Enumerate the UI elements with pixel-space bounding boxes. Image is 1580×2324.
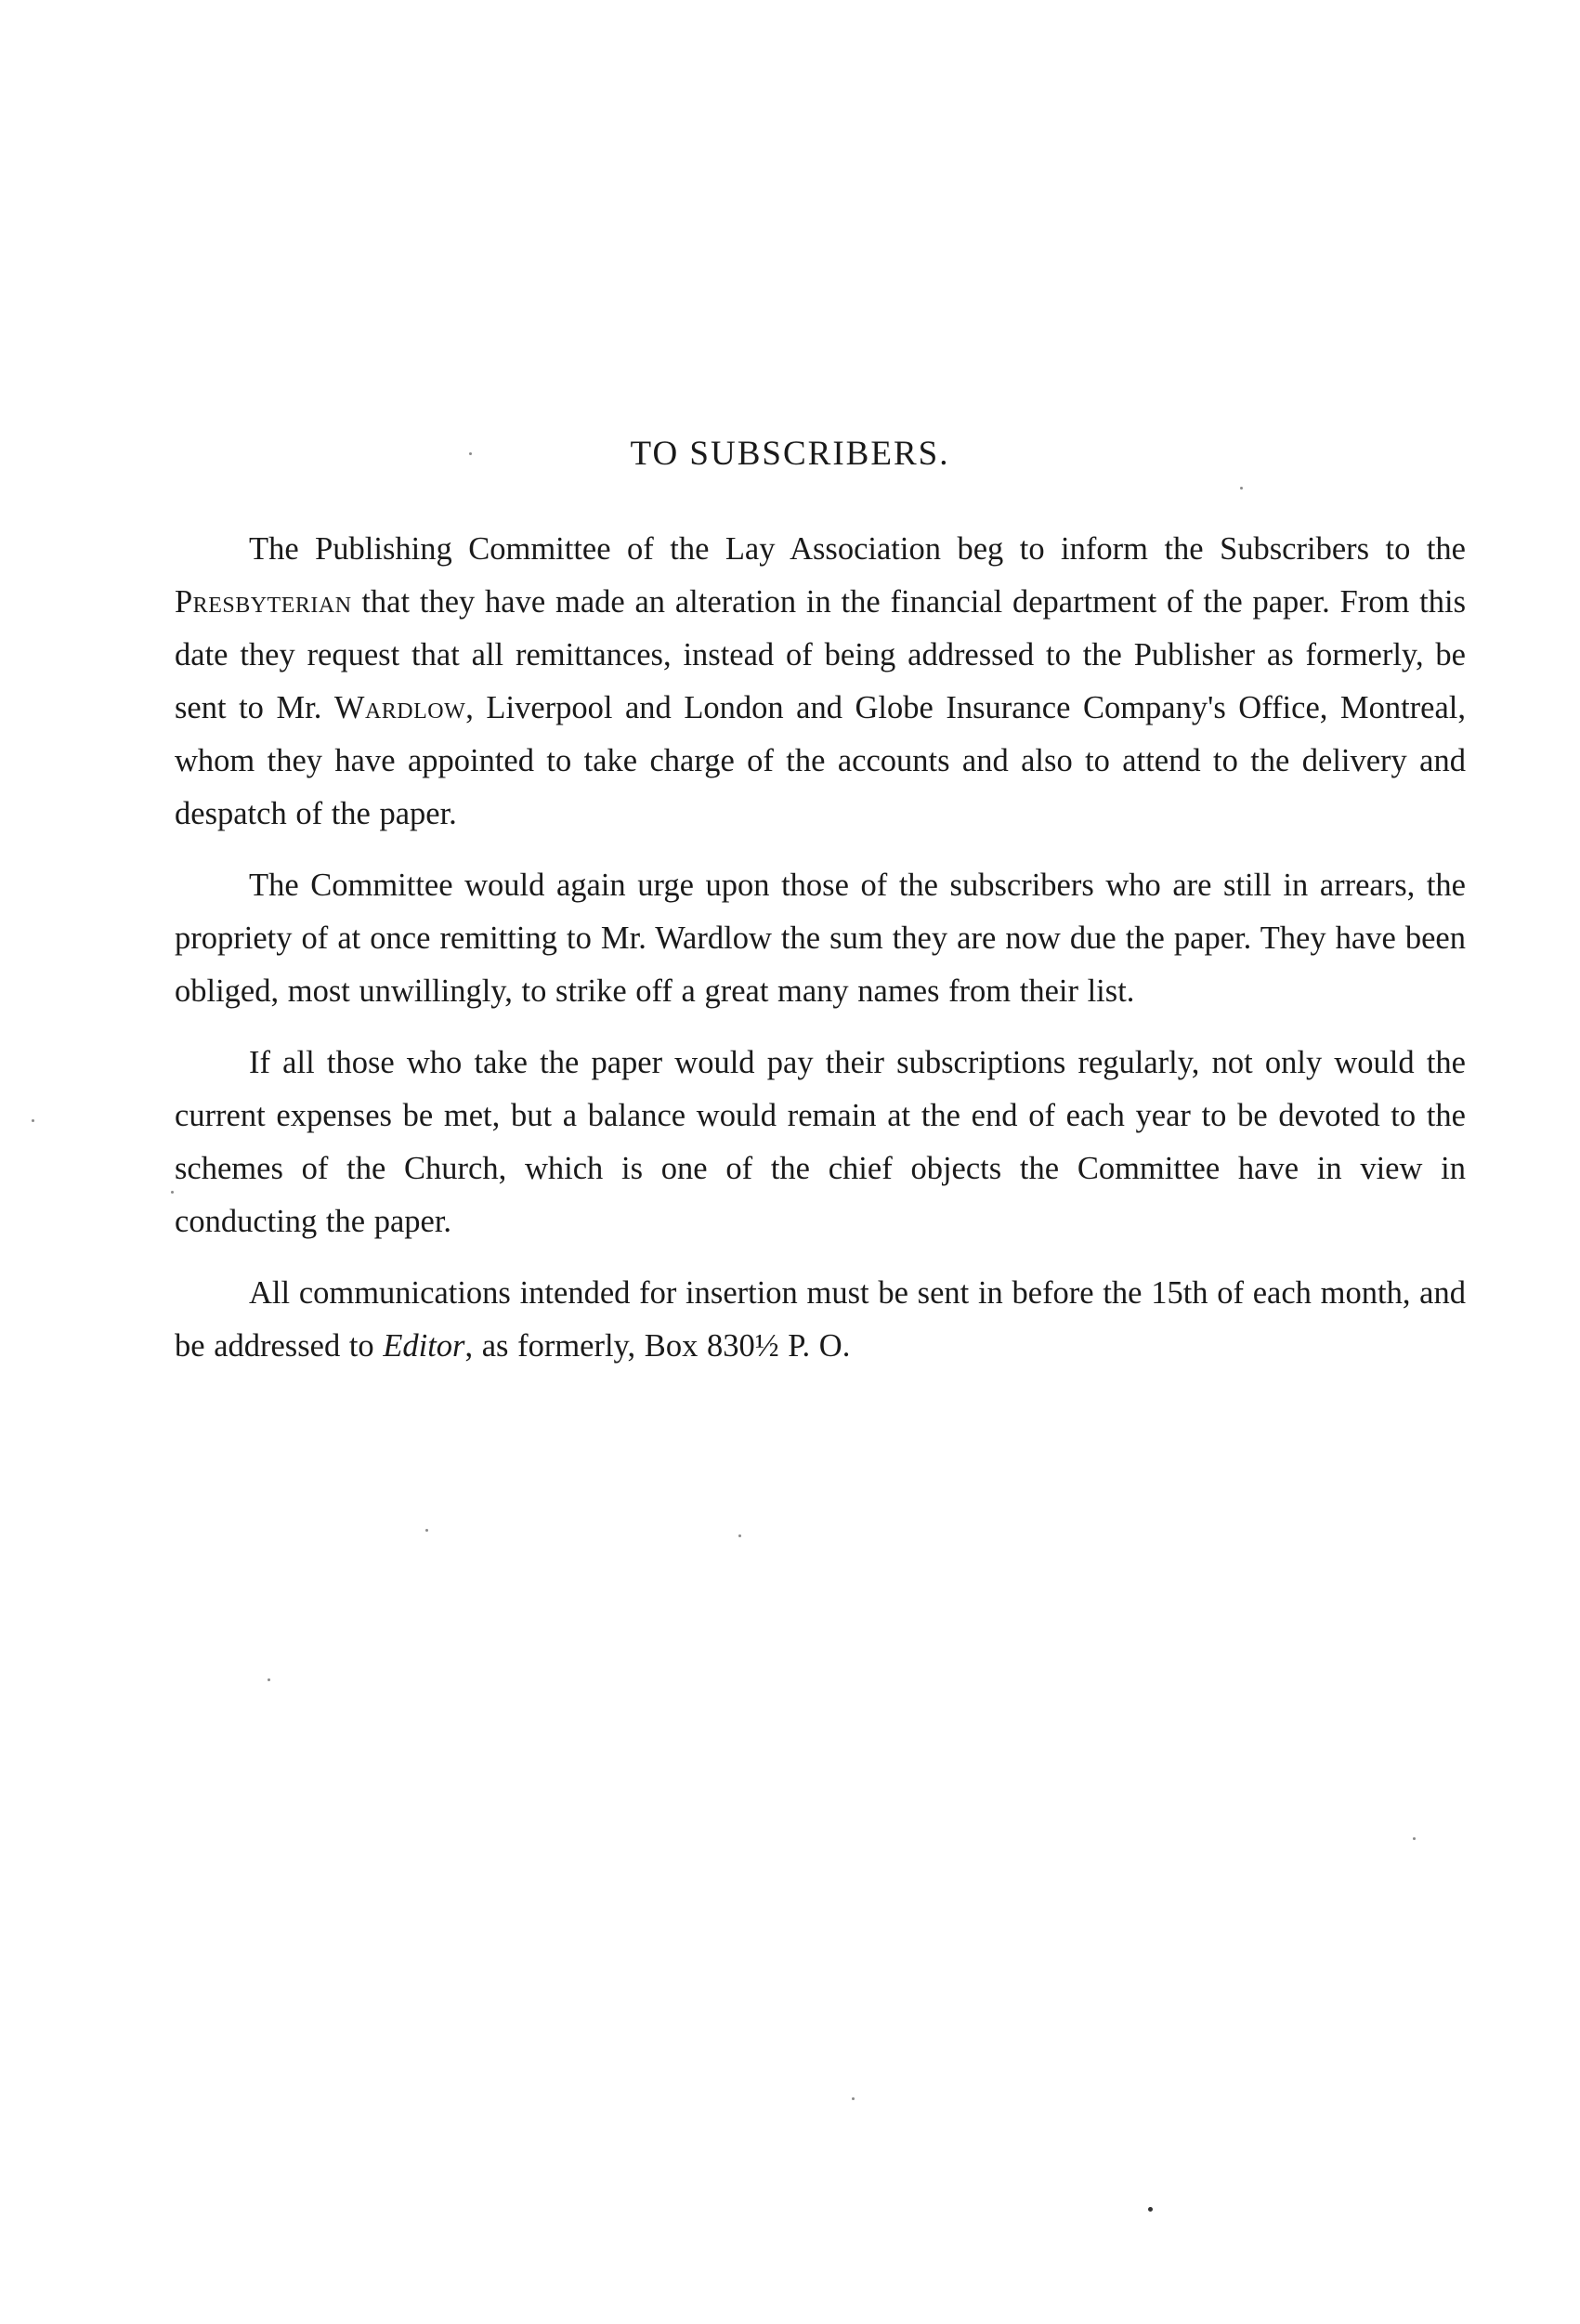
scan-speck <box>1240 487 1243 490</box>
paragraph-publishing-committee <box>175 523 1466 841</box>
scan-speck <box>425 1529 428 1532</box>
scan-speck <box>852 2097 855 2100</box>
scan-speck <box>738 1534 741 1537</box>
paragraph-4-text-a: All communications intended for insertion must be sent in before the 15th of each month, and be addressed to <box>175 1275 1466 1364</box>
editor-name: Editor <box>383 1328 465 1364</box>
scan-speck <box>1148 2207 1153 2212</box>
notice-body <box>175 523 1466 1373</box>
scan-speck <box>171 1191 174 1194</box>
scan-speck <box>469 452 472 455</box>
paragraph-communications <box>175 1267 1466 1373</box>
paragraph-4-text-b: , as formerly, Box 830½ P. O. <box>464 1328 851 1364</box>
wardlow-name: Wardlow <box>333 690 466 725</box>
notice-title: TO SUBSCRIBERS. <box>630 435 950 473</box>
paragraph-1-text-c: , Liverpool and London and Globe Insurance Company's Office, Montreal, whom they have appointed to take charge of the accounts and also to attend to the delivery and despatch of the paper. <box>175 690 1466 831</box>
paragraph-arrears: The Committee would again urge upon those of the subscribers who are still in arrears, the propriety of at once remitting to Mr. Wardlow the sum they are now due the paper. They have been obliged, most unwillingly, to strike off a great many names from their list. <box>175 868 1466 1009</box>
paragraph-1-text-b: that they have made an alteration in the financial department of the paper. From this date they request that all remittances, instead of being addressed to the Publisher as formerly, be sent to Mr. <box>175 584 1466 725</box>
presbyterian-name: Presbyterian <box>175 584 352 620</box>
paragraph-1-text-a: The Publishing Committee of the Lay Association beg to inform the Subscribers to the <box>249 531 1466 567</box>
scan-speck <box>1413 1837 1416 1840</box>
paragraph-subscriptions: If all those who take the paper would pay their subscriptions regularly, not only would the current expenses be met, but a balance would remain at the end of each year to be devoted to the schemes of the Church, which is one of the chief objects the Committee have in view in conducting the paper. <box>175 1045 1466 1239</box>
scan-speck <box>268 1678 270 1681</box>
scan-speck <box>32 1119 34 1122</box>
